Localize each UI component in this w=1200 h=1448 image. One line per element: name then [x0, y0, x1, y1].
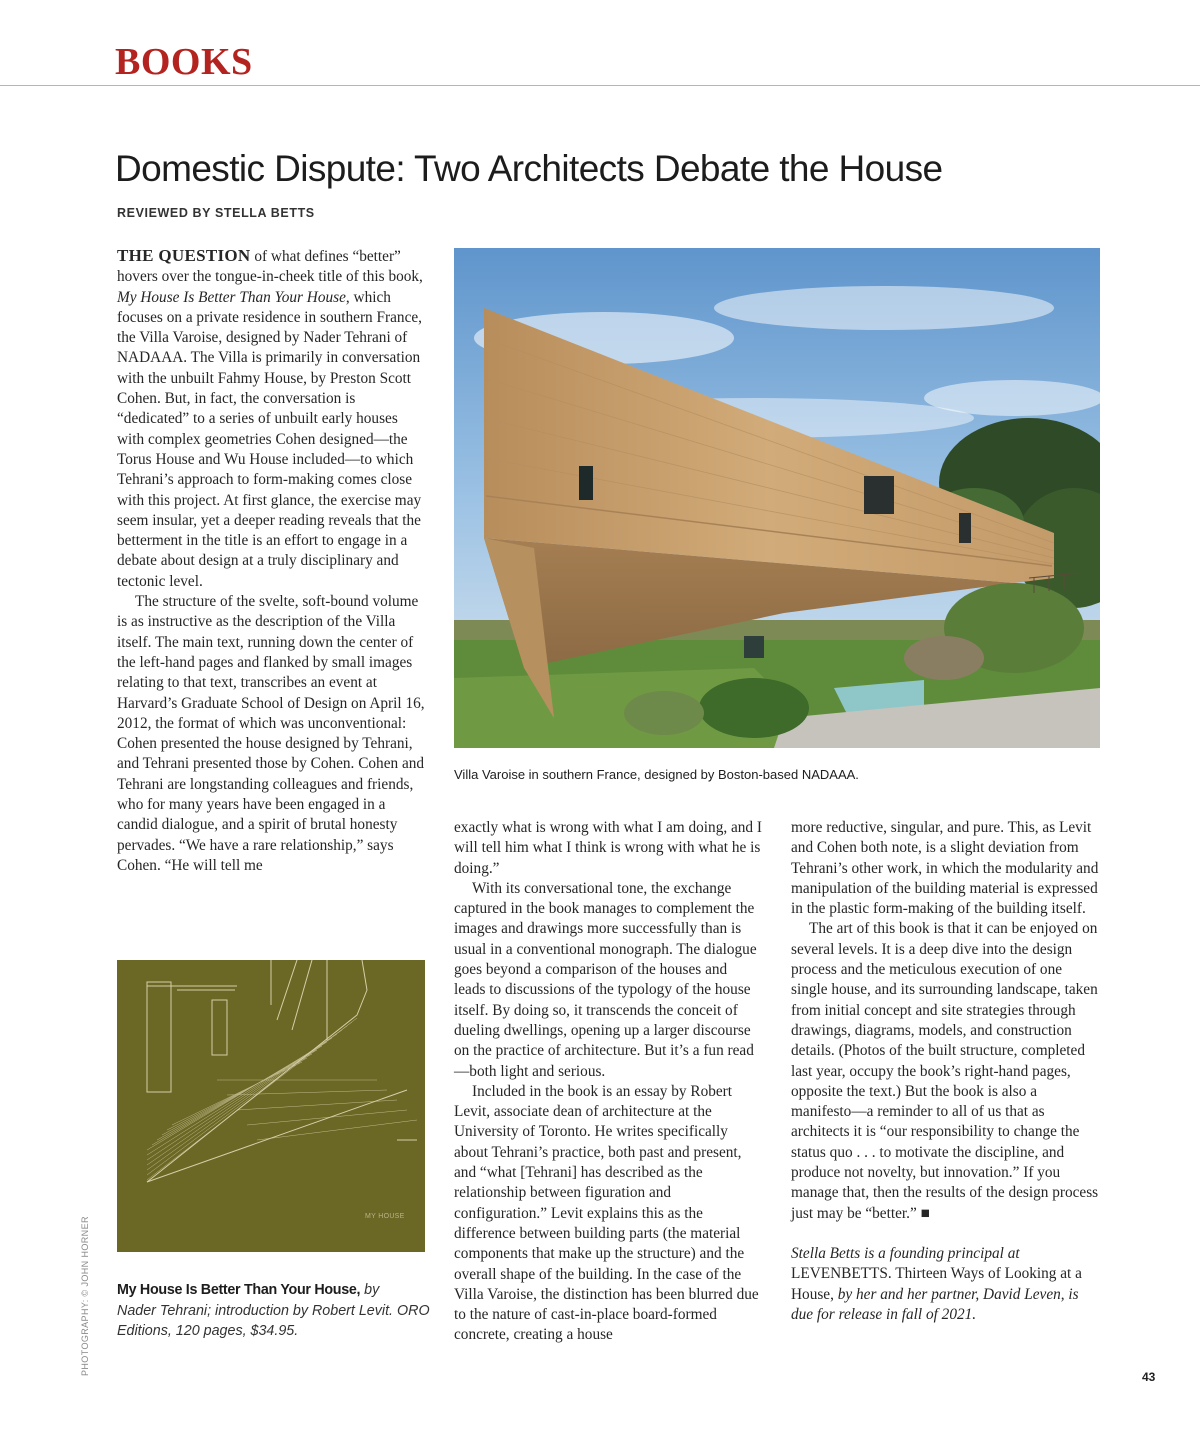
- paragraph: The art of this book is that it can be enjoyed on several levels. It is a deep dive into the design process and the meticulous execution of one single house, and its surrounding landscape, taken from initial concept and site strategies through drawings, diagrams, models, and construction details. (Photos of the built structure, completed last year, occupy the book’s right-hand pages, opposite the text.) But the book is also a manifesto—a reminder to all of us that as architects it is “our responsibility to change the status quo . . . to motivate the discipline, and produce not novelty, but innovation.” If you manage that, then the results of the design process just may be “better.” ■: [791, 920, 1099, 1222]
- byline: REVIEWED BY STELLA BETTS: [117, 206, 315, 220]
- lead-in: THE QUESTION: [117, 246, 251, 265]
- book-title: My House Is Better Than Your House,: [117, 1282, 361, 1298]
- page-number: 43: [1142, 1370, 1156, 1384]
- paragraph: Included in the book is an essay by Robert Levit, associate dean of architecture at the University of Toronto. He writes specifically about Tehrani’s practice, both past and present, and “what [Tehrani] has described as the relationship between figuration and configuration.” Levit explains this as the difference between building parts (the material components that make up the structure) and the overall shape of the building. In the case of the Villa Varoise, the distinction has been blurred due to the nature of cast-in-place board-formed concrete, creating a house: [454, 1082, 759, 1344]
- book-caption: My House Is Better Than Your House, by Nader Tehrani; introduction by Robert Levit. ORO Editions, 120 pages, $34.95.: [117, 1282, 430, 1339]
- book-title-inline: My House Is Better Than Your House: [117, 288, 346, 306]
- book-cover: [117, 960, 425, 1252]
- header-rule: [0, 85, 1200, 86]
- photo-credit: PHOTOGRAPHY: © JOHN HORNER: [80, 1216, 90, 1376]
- paragraph: more reductive, singular, and pure. This, as Levit and Cohen both note, is a slight deviation from Tehrani’s other work, in which the modularity and manipulation of the building material is expressed in the plastic form-making of the building itself.: [791, 819, 1099, 918]
- book-details: Nader Tehrani; introduction by Robert Levit. ORO Editions, 120 pages, $34.95.: [117, 1302, 430, 1339]
- paragraph: exactly what is wrong with what I am doing, and I will tell him what I think is wrong with what he is doing.”: [454, 819, 762, 877]
- text-column-2: [454, 818, 762, 1346]
- paragraph: THE QUESTION of what defines “better” hovers over the tongue-in-cheek title of this book, My House Is Better Than Your House, which focuses on a private residence in southern France, the Villa Varoise, designed by Nader Tehrani of NADAAA. The Villa is primarily in conversation with the unbuilt Fahmy House, by Preston Scott Cohen. But, in fact, the conversation is “dedicated” to a series of unbuilt early houses with complex geometries Cohen designed—the Torus House and Wu House included—to which Tehrani’s approach to form-making comes close with this project. At first glance, the exercise may seem insular, yet a deeper reading reveals that the betterment in the title is an effort to engage in a debate about design at a truly disciplinary and tectonic level.: [117, 246, 423, 590]
- cover-title: MY HOUSE: [365, 1213, 405, 1220]
- end-mark: ■: [920, 1204, 930, 1222]
- section-header: BOOKS: [115, 41, 253, 83]
- author-bio: Stella Betts is a founding principal at LEVENBETTS. Thirteen Ways of Looking at a House, by her and her partner, David Leven, is due for release in fall of 2021.: [791, 1244, 1082, 1323]
- text-column-1: [117, 246, 427, 876]
- paragraph: The structure of the svelte, soft-bound volume is as instructive as the description of the Villa itself. The main text, running down the center of the left-hand pages and flanked by small images relating to that text, transcribes an event at Harvard’s Graduate School of Design on April 16, 2012, the format of which was unconventional: Cohen presented the house designed by Tehrani, and Tehrani presented those by Cohen. Cohen and Tehrani are longstanding colleagues and friends, who for many years have been engaged in a candid dialogue, and a spirit of brutal honesty pervades. “We have a rare relationship,” says Cohen. “He will tell me: [117, 593, 425, 874]
- article-title: Domestic Dispute: Two Architects Debate the House: [115, 148, 943, 189]
- text-column-3: [791, 818, 1099, 1325]
- photo-caption: Villa Varoise in southern France, designed by Boston-based NADAAA.: [454, 767, 859, 782]
- villa-photo: [454, 248, 1100, 748]
- paragraph: With its conversational tone, the exchange captured in the book manages to complement the images and drawings more successfully than is usual in a conventional monograph. The dialogue goes beyond a comparison of the houses and leads to discussions of the typology of the house itself. By doing so, it transcends the conceit of dueling dwellings, opening up a larger discourse on the practice of architecture. But it’s a fun read—both light and serious.: [454, 879, 757, 1080]
